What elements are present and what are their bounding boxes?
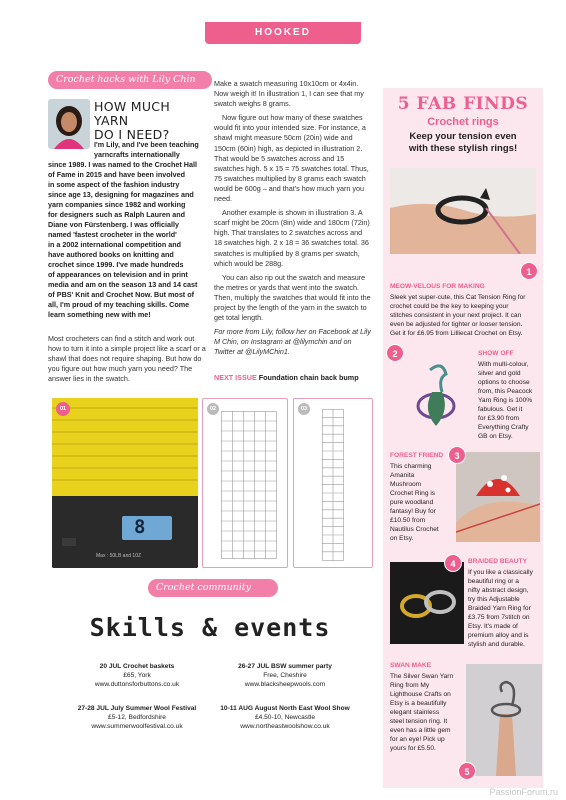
intro-line-4: in some aspect of the fashion industry [48, 180, 180, 189]
body-paragraph-2: Make a swatch measuring 10x10cm or 4x4in. Now weigh it! In illustration 1, I can see that my swatch weighs 8 grams. [214, 79, 364, 109]
find-description: If you like a classically beautiful ring or a nifty abstract design, try this Adjustable Braided Yarn Ring for £3.75 from 7stitch on Etsy. It's made of premium alloy and is stylish and durable. [468, 569, 533, 648]
scarf-grid-illustration [293, 398, 373, 568]
find-heading: FOREST FRIEND [390, 452, 444, 459]
find-description: Sleek yet super-cute, this Cat Tension Ring for crochet could be the key to keeping your stitches consistent in your next project. It can even be adjusted for tighter or looser tension. Get it for £6.95 from Lilliecat Crochet on Etsy. [390, 294, 526, 337]
find-heading: SHOW OFF [478, 350, 514, 357]
intro-line-9: named 'fastest crocheter in the world' [48, 230, 177, 239]
skills-events-title: Skills & events [89, 613, 331, 642]
swan-ring-photo [466, 664, 542, 776]
author-portrait [48, 99, 90, 149]
event-link[interactable]: www.duttonsforbuttons.co.uk [94, 681, 180, 689]
find-description: With multi-colour, silver and gold options to choose from, this Peacock Yarn Ring is 100% fabulous. Get it for £3.90 from Everything Crafty GB on Etsy. [478, 361, 533, 440]
intro-line-3: of Fame in 2015 and have been involved [48, 170, 186, 179]
community-banner: Crochet community [148, 579, 278, 597]
body-paragraph-4: Another example is shown in illustration 3. A scarf might be 20cm (8in) wide and 180cm (72in) high. That translates to 2 swatches across and 18 swatches high. 2 x 18 = 36 swatches total. 36 swatches is multiplied by 8 grams per swatch, which would be 288g. [214, 208, 370, 268]
intro-line-11: have authored books on knitting and [48, 250, 174, 259]
scale-reading: 8 [134, 516, 146, 538]
event-item: 27-28 JUL July Summer Wool Festival £5-12, Bedfordshire www.summerwoolfestival.co.uk [62, 704, 212, 732]
next-issue-text: Foundation chain back bump [258, 373, 359, 382]
event-item: 10-11 AUG August North East Wool Show £4.50-10, Newcastle www.northeastwoolshow.co.uk [210, 704, 360, 732]
footer-site: PassionForum.ru [489, 787, 558, 797]
intro-line-8: Diane von Fürstenberg. I was officially [48, 220, 180, 229]
intro-line-17: learn something new with me! [48, 310, 151, 319]
find-description: This charming Amanita Mushroom Crochet Ring is pure woodland fantasy! Buy for £10.50 from Nautilus Crochet on Etsy. [390, 463, 439, 542]
swatch-scale-photo [52, 398, 198, 568]
fab-finds-subtitle: Crochet rings [427, 116, 499, 128]
next-issue [214, 373, 374, 382]
event-link[interactable]: www.summerwoolfestival.co.uk [91, 723, 183, 731]
illustration-number: 01 [56, 402, 70, 416]
illustration-number: 02 [207, 403, 219, 415]
event-item: 26-27 JUL BSW summer party Free, Cheshire www.blacksheepwools.com [210, 662, 360, 690]
intro-line-12: crochet since 1999. I've made hundreds [48, 260, 184, 269]
shawl-grid-illustration [202, 398, 288, 568]
find-heading: MEOW-VELOUS FOR MAKING [390, 283, 485, 290]
column-banner: Crochet hacks with Lily Chin [48, 71, 212, 89]
find-number: 3 [448, 446, 466, 464]
scale-label: Max : 50LB and 10Z [96, 553, 142, 559]
cat-ring-photo [390, 168, 536, 254]
intro-line-15: of PBS' Knit and Crochet Now. But most of [48, 290, 194, 299]
intro-line-2: since 1989. I was named to the Crochet Hall [48, 160, 197, 169]
find-number: 5 [458, 762, 476, 780]
article-title: HOW MUCH YARN DO I NEED? [94, 99, 171, 142]
event-link[interactable]: www.blacksheepwools.com [244, 681, 326, 689]
intro-line-13: of appearances on television and in print [48, 270, 188, 279]
intro-line-16: all, I'm proud of my teaching skills. Come [48, 300, 190, 309]
find-number: 4 [444, 554, 462, 572]
social-links: For more from Lily, follow her on Facebook at Lily M Chin, on Instagram at @lilymchin and on Twitter at @LilyMChin1. [214, 327, 371, 357]
event-link[interactable]: www.northeastwoolshow.co.uk [240, 723, 330, 731]
intro-line-7: for designers such as Ralph Lauren and [48, 210, 185, 219]
event-item: 20 JUL Crochet baskets £65, York www.duttonsforbuttons.co.uk [62, 662, 212, 690]
find-heading: BRAIDED BEAUTY [468, 558, 527, 565]
intro-line-5: since age 13, designing for magazines and [48, 190, 194, 199]
section-tab: HOOKED [205, 22, 361, 44]
body-paragraph-5: You can also rip out the swatch and measure the metres or yards that went into the swatch. Then, multiply the swatches that would fit into the project by the length of the yarn in the swatch to get total length. [214, 272, 371, 323]
fab-finds-tagline: Keep your tension even with these stylish rings! [408, 131, 518, 154]
next-issue-label: NEXT ISSUE [214, 373, 257, 382]
intro-line-10: in a 2002 international competition and [48, 240, 181, 249]
illustration-number: 03 [298, 403, 310, 415]
find-heading: SWAN MAKE [390, 662, 432, 669]
intro-line-0: I'm Lily, and I've been teaching [94, 140, 199, 149]
intro-line-6: yarn companies since 1982 and working [48, 200, 186, 209]
intro-line-14: media and am on the season 13 and 14 cast [48, 280, 198, 289]
peacock-ring-photo [402, 348, 472, 438]
intro-line-1: yarncrafts internationally [94, 150, 180, 159]
body-paragraph-3: Now figure out how many of these swatches would fit into your intended size. For instance, a shawl might measure 50cm (20in) wide and 150cm (60in) high, as depicted in illustration 2. That would be 5 swatches across and 15 swatches high. 5 x 15 = 75 swatches total. Thus, 75 swatches multiplied by 8 grams each swatch would be 600g – and that's how much yarn you need. [214, 113, 369, 204]
find-number: 1 [520, 262, 538, 280]
find-number: 2 [386, 344, 404, 362]
fab-finds-title: 5 FAB FINDS [397, 94, 529, 114]
braided-ring-photo [390, 562, 464, 644]
body-column-2 [214, 79, 372, 361]
body-paragraph-1: Most crocheters can find a stitch and work out how to turn it into a simple project like a scarf or a shawl that does not require shaping. But how do you figure out how much yarn you need? The answer lies in the swatch. [48, 334, 206, 384]
find-description: The Silver Swan Yarn Ring from My Lighthouse Crafts on Etsy is a beautifully elegant stainless steel tension ring. It even has a little gem for an eye! Pick up yours for £5.50. [390, 673, 454, 752]
mushroom-ring-photo [456, 452, 540, 542]
